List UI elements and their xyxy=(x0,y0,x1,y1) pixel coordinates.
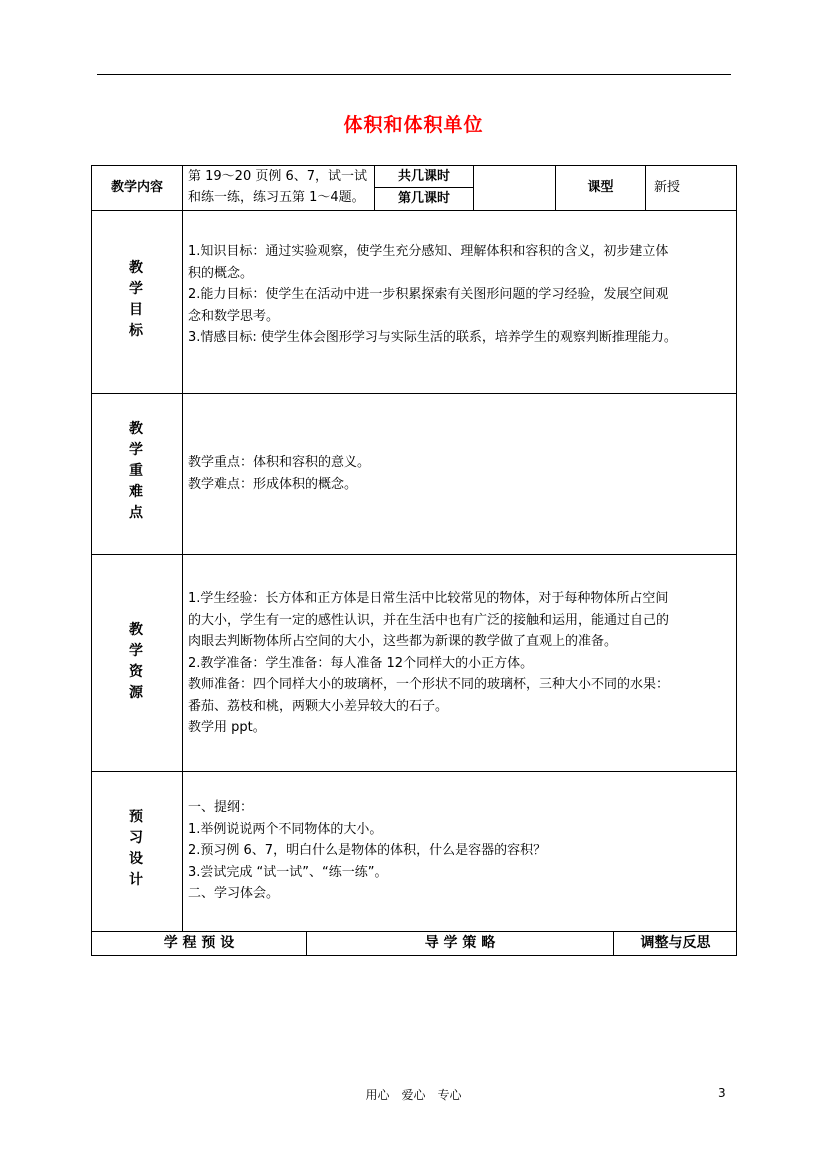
footer-col-plan: 学 程 预 设 xyxy=(163,935,235,951)
section-label-goals: 教 学 目 标 xyxy=(129,260,143,339)
row-divider xyxy=(91,210,737,211)
col-divider xyxy=(473,165,474,210)
which-hour-label: 第几课时 xyxy=(397,191,450,206)
page-title: 体积和体积单位 xyxy=(343,114,484,136)
section-label-preview: 预 习 设 计 xyxy=(129,809,143,888)
row-divider xyxy=(91,393,737,394)
row-divider xyxy=(91,771,737,772)
section-body-resources: 1.学生经验：长方体和正方体是日常生活中比较常见的物体，对于每种物体所占空间 的大小，学生有一定的感性认识，并在生活中也有广泛的接触和运用，能通过自己的 肉眼去判断物体所占空间的大小，这些都为新课的教学做了直观上的准备。 2.教学准备：学生准备：每人准备 12个同样大的小正方体。 教师准备：四个同样大小的玻璃杯，一个形状不同的玻璃杯，三种大小不同的水果： 番茄、荔枝和桃，两颗大小差异较大的石子。 教学用 ppt。 xyxy=(188,591,670,735)
section-body-preview: 一、提纲： 1.举例说说两个不同物体的大小。 2.预习例 6、7，明白什么是物体的体积，什么是容器的容积？ 3.尝试完成 “试一试”、“练一练”。 二、学习体会。 xyxy=(188,800,547,901)
row-divider xyxy=(91,931,737,932)
content-label: 教学内容 xyxy=(110,180,163,195)
footer-col-reflection: 调整与反思 xyxy=(640,935,711,951)
section-body-goals: 1.知识目标：通过实验观察，使学生充分感知、理解体积和容积的含义，初步建立体 积的概念。 2.能力目标：使学生在活动中进一步积累探索有关图形问题的学习经验，发展空间观 念和数学思考。 3.情感目标: 使学生体会图形学习与实际生活的联系，培养学生的观察判断推理能力。 xyxy=(188,244,677,345)
section-body-key-points: 教学重点：体积和容积的意义。 教学难点：形成体积的概念。 xyxy=(188,455,371,492)
type-value: 新授 xyxy=(654,180,681,195)
row-divider xyxy=(91,554,737,555)
col-divider xyxy=(645,165,646,210)
section-label-resources: 教 学 资 源 xyxy=(129,622,143,701)
col-divider xyxy=(182,165,183,932)
header-rule xyxy=(97,74,731,75)
total-hours-label: 共几课时 xyxy=(397,169,450,184)
type-label: 课型 xyxy=(587,180,614,195)
page-footer-motto: 用心 爱心 专心 xyxy=(365,1088,462,1102)
page-number: 3 xyxy=(718,1086,726,1100)
content-value-line1: 第 19～20 页例 6、7，试一试 xyxy=(188,169,368,184)
section-label-key-points: 教 学 重 难 点 xyxy=(129,421,143,521)
footer-col-strategy: 导 学 策 略 xyxy=(424,935,496,951)
content-value-line2: 和练一练，练习五第 1～4题。 xyxy=(188,190,365,205)
